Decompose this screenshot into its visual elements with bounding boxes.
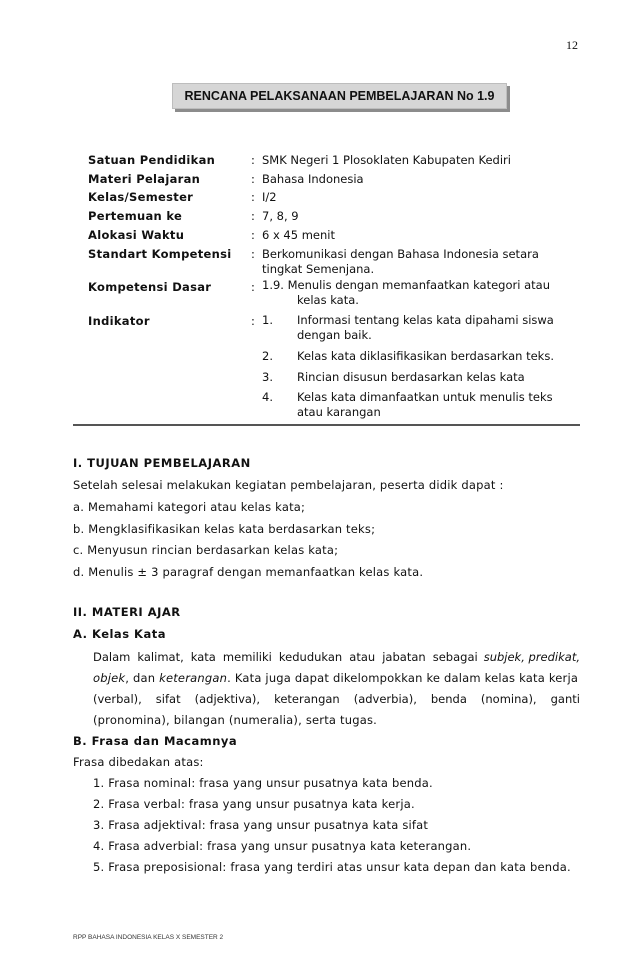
- subsection-title-kelas-kata: A. Kelas Kata: [73, 627, 166, 641]
- info-colon: :: [251, 280, 255, 294]
- paragraph-italic: subjek, predikat,: [483, 650, 580, 664]
- frasa-item: 3. Frasa adjektival: frasa yang unsur pusatnya kata sifat: [93, 818, 429, 832]
- paragraph-word: kata: [190, 650, 216, 664]
- paragraph-italic: keterangan: [159, 671, 228, 685]
- section-title-tujuan: I. TUJUAN PEMBELAJARAN: [73, 456, 251, 470]
- info-label: Alokasi Waktu: [88, 228, 185, 242]
- indicator-text: Informasi tentang kelas kata dipahami siswa: [297, 313, 554, 327]
- paragraph-word: ganti: [550, 692, 580, 706]
- paragraph-italic: objek: [93, 671, 126, 685]
- paragraph-word: kalimat,: [137, 650, 184, 664]
- page-footer: RPP BAHASA INDONESIA KELAS X SEMESTER 2: [73, 934, 224, 941]
- info-value: Bahasa Indonesia: [262, 172, 364, 186]
- paragraph-line: [93, 671, 580, 685]
- paragraph-text: , dan: [125, 671, 156, 685]
- document-title-box: [172, 83, 507, 109]
- paragraph-word: (adjektiva),: [194, 692, 261, 706]
- paragraph-word: sifat: [155, 692, 181, 706]
- page-number: 12: [566, 38, 578, 52]
- info-label: Kelas/Semester: [88, 190, 194, 204]
- info-value: SMK Negeri 1 Plosoklaten Kabupaten Kediri: [262, 153, 511, 167]
- tujuan-item: d. Menulis ± 3 paragraf dengan memanfaatkan kelas kata.: [73, 565, 424, 579]
- indicator-number: 1.: [262, 313, 273, 327]
- frasa-item: 2. Frasa verbal: frasa yang unsur pusatnya kata kerja.: [93, 797, 415, 811]
- indicator-number: 4.: [262, 390, 273, 404]
- paragraph-word: (verbal),: [93, 692, 142, 706]
- paragraph-word: keterangan: [274, 692, 340, 706]
- frasa-item: 5. Frasa preposisional: frasa yang terdiri atas unsur kata depan dan kata benda.: [93, 860, 571, 874]
- paragraph-line: [93, 650, 580, 664]
- info-colon: :: [251, 314, 255, 328]
- paragraph-word: kedudukan: [278, 650, 343, 664]
- indicator-number: 2.: [262, 349, 273, 363]
- info-colon: :: [251, 247, 255, 261]
- paragraph-word: sebagai: [432, 650, 478, 664]
- indicator-text: Rincian disusun berdasarkan kelas kata: [297, 370, 525, 384]
- info-label: Standart Kompetensi: [88, 247, 232, 261]
- info-value: 6 x 45 menit: [262, 228, 335, 242]
- info-colon: :: [251, 172, 255, 186]
- frasa-item: 4. Frasa adverbial: frasa yang unsur pusatnya kata keterangan.: [93, 839, 472, 853]
- frasa-intro: Frasa dibedakan atas:: [73, 755, 204, 769]
- info-colon: :: [251, 153, 255, 167]
- indicator-text-continued: atau karangan: [297, 405, 381, 419]
- section-title-materi: II. MATERI AJAR: [73, 605, 181, 619]
- info-value: I/2: [262, 190, 277, 204]
- indicator-text-continued: dengan baik.: [297, 328, 372, 342]
- tujuan-item: a. Memahami kategori atau kelas kata;: [73, 500, 306, 514]
- info-value: 7, 8, 9: [262, 209, 299, 223]
- frasa-item: 1. Frasa nominal: frasa yang unsur pusatnya kata benda.: [93, 776, 433, 790]
- paragraph-text: [93, 650, 478, 664]
- info-label: Satuan Pendidikan: [88, 153, 216, 167]
- info-label: Kompetensi Dasar: [88, 280, 212, 294]
- paragraph-word: benda: [430, 692, 467, 706]
- paragraph-word: Dalam: [93, 650, 131, 664]
- indicator-text: Kelas kata dimanfaatkan untuk menulis teks: [297, 390, 553, 404]
- info-value-continued: tingkat Semenjana.: [262, 262, 375, 276]
- document-title: RENCANA PELAKSANAAN PEMBELAJARAN No 1.9: [184, 89, 495, 103]
- info-label: Indikator: [88, 314, 150, 328]
- info-colon: :: [251, 190, 255, 204]
- paragraph-word: memiliki: [222, 650, 272, 664]
- paragraph-text: . Kata juga dapat dikelompokkan ke dalam kelas kata kerja: [227, 671, 579, 685]
- paragraph-word: (nomina),: [480, 692, 537, 706]
- info-colon: :: [251, 228, 255, 242]
- info-value: 1.9. Menulis dengan memanfaatkan kategori atau: [262, 278, 550, 292]
- info-label: Pertemuan ke: [88, 209, 183, 223]
- info-value: Berkomunikasi dengan Bahasa Indonesia setara: [262, 247, 539, 261]
- tujuan-intro: Setelah selesai melakukan kegiatan pembelajaran, peserta didik dapat :: [73, 478, 504, 492]
- tujuan-item: c. Menyusun rincian berdasarkan kelas kata;: [73, 543, 339, 557]
- indicator-text: Kelas kata diklasifikasikan berdasarkan teks.: [297, 349, 554, 363]
- paragraph-word: atau: [349, 650, 376, 664]
- info-label: Materi Pelajaran: [88, 172, 201, 186]
- paragraph-word: (adverbia),: [353, 692, 417, 706]
- info-value-continued: kelas kata.: [297, 293, 359, 307]
- info-colon: :: [251, 209, 255, 223]
- tujuan-item: b. Mengklasifikasikan kelas kata berdasarkan teks;: [73, 522, 376, 536]
- paragraph-line: (pronomina), bilangan (numeralia), serta tugas.: [93, 713, 378, 727]
- section-divider: [73, 424, 580, 426]
- paragraph-line: [93, 692, 580, 706]
- subsection-title-frasa: B. Frasa dan Macamnya: [73, 734, 238, 748]
- paragraph-word: jabatan: [382, 650, 426, 664]
- indicator-number: 3.: [262, 370, 273, 384]
